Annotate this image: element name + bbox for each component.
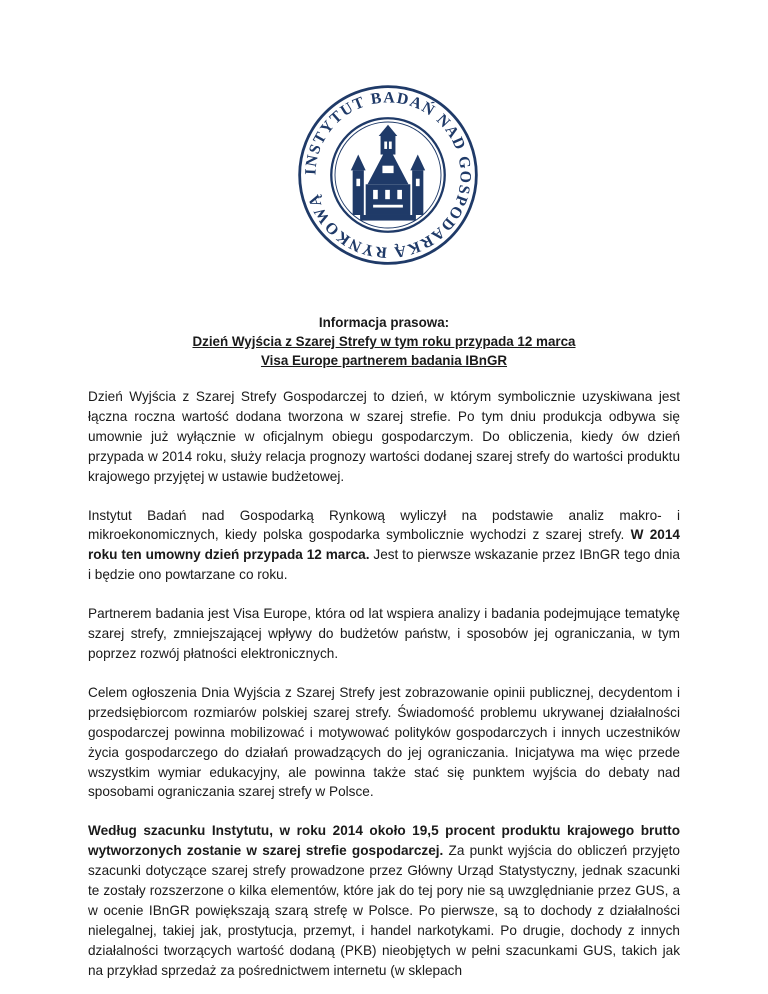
paragraph-4: Celem ogłoszenia Dnia Wyjścia z Szarej Strefy jest zobrazowanie opinii publicznej, decydentom i przedsiębiorcom rozmiarów polskiej szarej strefy. Świadomość problemu ukrywanej działalności gospodarczej powinna mobilizować i motywować polityków gospodarczych i innych uczestników życia gospodarczego do działań prowadzących do jej ograniczania. Inicjatywa ma więc przede wszystkim wymiar edukacyjny, ale powinna także stać się punktem wyjścia do debaty nad sposobami ograniczania szarej strefy w Polsce. [88, 684, 680, 800]
ibngr-logo [295, 82, 481, 268]
svg-text:INSTYTUT BADAŃ NAD GOSPODARKĄ: INSTYTUT BADAŃ NAD GOSPODARKĄ RYNKOWĄ [302, 89, 474, 261]
press-label: Informacja prasowa: [318, 315, 450, 330]
paragraph-2-highlight: W 2014 roku ten umowny dzień przypada 12 marca. [88, 527, 680, 563]
paragraph-5-text: Za punkt wyjścia do obliczeń przyjęto szacunki dotyczące szarej strefy prowadzone przez Główny Urząd Statystyczny, jednak szacunki te zostały rozszerzone o kilka elementów, które jak do tej pory nie są uwzględnianie przez GUS, a w ocenie IBnGR powiększają szarą strefę w Polsce. Po pierwsze, są to dochody z działalności nielegalnej, takiej jak, prostytucja, przemyt, i handel narkotykami. Po drugie, dochody z innych działalności tworzących wartość dodaną (PKB) nieobjętych w pełni szacunkami GUS, takich jak na przykład sprzedaż za pośrednictwem internetu (w sklepach [88, 843, 680, 978]
paragraph-2-text-start: Instytut Badań nad Gospodarką Rynkową wyliczył na podstawie analiz makro- i mikroekonomicznych, kiedy polska gospodarka symbolicznie wychodzi z szarej strefy. [88, 507, 680, 543]
paragraph-5 [88, 821, 680, 980]
paragraph-1: Dzień Wyjścia z Szarej Strefy Gospodarczej to dzień, w którym symbolicznie uzyskiwana jest łączna roczna wartość dodana tworzona w szarej strefie. Po tym dniu produkcja odbywa się umownie już wyłącznie w oficjalnym obiegu gospodarczym. Do obliczenia, kiedy ów dzień przypada w 2014 roku, służy relacja prognozy wartości dodanej szarej strefy do wartości produktu krajowego przyjętej w ustawie budżetowej. [88, 389, 680, 484]
paragraph-3: Partnerem badania jest Visa Europe, która od lat wspiera analizy i badania podejmujące tematykę szarej strefy, zmniejszającej wpływy do budżetów państw, i sposobów jej ograniczania, w tym poprzez rozwój płatności elektronicznych. [88, 606, 680, 661]
headline: Dzień Wyjścia z Szarej Strefy w tym roku przypada 12 marca [192, 334, 576, 349]
paragraph-5-highlight: Według szacunku Instytutu, w roku 2014 około 19,5 procent produktu krajowego brutto wytworzonych zostanie w szarej strefie gospodarczej. [88, 823, 680, 859]
press-release-heading [88, 313, 680, 370]
ibngr-seal-icon [295, 82, 481, 268]
article-body [88, 387, 680, 981]
paragraph-2-text-end: Jest to pierwsze wskazanie przez IBnGR tego dnia i będzie ono powtarzane co roku. [88, 547, 680, 583]
paragraph-2 [88, 506, 680, 586]
subheadline: Visa Europe partnerem badania IBnGR [260, 353, 508, 368]
